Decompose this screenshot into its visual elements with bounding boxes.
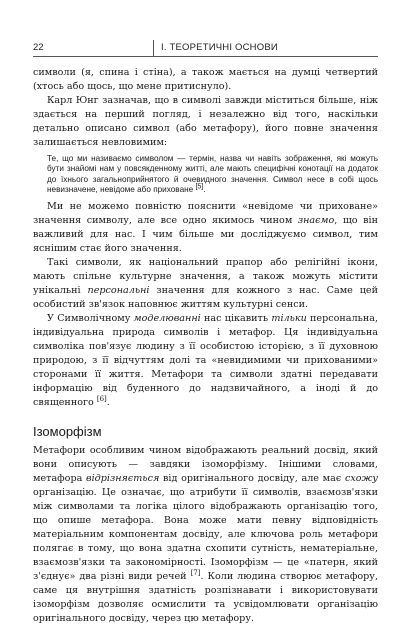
header-rule — [33, 56, 378, 57]
paragraph-6-text-c: організацію. Це означає, що атрибути її символів, взаємозв'язки між символами та логіка цілого відображають організацію того, що опише метафора. Вона може мати певну відповідність матеріальним компонентам досвіду, але ключова роль метафори полягає в тому, що вона здатна схопити сутність, нематеріальне, взаємозв'язки та закономірності. Ізоморфізм — це «патерн, який з'єднує» два різні види речей — [33, 487, 378, 583]
footnote-ref-6: [6] — [96, 395, 107, 403]
page-body — [33, 66, 378, 626]
footnote-ref-7: [7] — [190, 569, 201, 577]
footnote-ref-5: [5] — [195, 183, 204, 191]
paragraph-5-text-c: персональна, індивідуальна природа символів і метафор. Ця індивідуальна символіка пов'язує людину з її особистою історією, з її духовною природою, з її відчуттям долі та «невидимими чи прихованими» сторонами її життя. Метафори та символи здатні передавати інформацію від буденного до надзвичайного, а іноді й до священного — [33, 313, 378, 409]
paragraph-4-text-b: значення для кожного з нас. Саме цей особистий зв'язок наповнює життям культурні сенси. — [33, 285, 379, 311]
paragraph-6-text-b: від оригінального досвіду, але має — [159, 473, 345, 485]
chapter-title: I. ТЕОРЕТИЧНІ ОСНОВИ — [161, 42, 278, 53]
paragraph-3-text-b: , що він важливий для нас. І чим більше ми досліджуємо символ, тим яснішим стає його значення. — [33, 215, 378, 255]
paragraph-5-emphasis-2: тільки — [271, 313, 307, 325]
quote-text: Те, що ми називаємо символом — термін, назва чи навіть зображення, які можуть бути знайомі нам у повсякденному житті, але мають специфічні конотації на додаток до їхнього загальноприйнятого й очевидного значення. Символ несе в собі щось невизначене, невідоме або приховане — [47, 154, 378, 194]
page-number: 22 — [33, 42, 44, 53]
paragraph-5-emphasis-1: моделюванні — [133, 313, 201, 325]
paragraph-1 — [33, 66, 378, 94]
paragraph-5-text-b: нас цікавить — [200, 313, 272, 325]
paragraph-4-emphasis: персональні — [87, 285, 150, 297]
section-heading: Ізоморфізм — [33, 424, 102, 440]
paragraph-5-text-a: У Символічному — [47, 313, 134, 325]
header-divider — [153, 40, 154, 57]
paragraph-4 — [33, 256, 378, 312]
paragraph-5 — [33, 312, 378, 410]
paragraph-5-text-d: . — [106, 397, 110, 409]
paragraph-3-emphasis: знаємо — [297, 215, 335, 227]
paragraph-6-text-a: Метафори особливим чином відображають реальний досвід, який вони описують — завдяки ізоморфізму. Інішими словами, метафора — [33, 445, 378, 485]
quote-end: . — [203, 184, 206, 194]
running-header — [33, 40, 378, 58]
paragraph-6-text-d: . Коли людина створює метафору, саме ця внутрішня здатність розпізнавати і використовувати ізоморфізм дозволяє осмислити та усвідомлювати організацію оригінального досвіду, через цю метафору. — [33, 571, 378, 625]
paragraph-3 — [33, 200, 378, 256]
paragraph-2 — [33, 94, 378, 150]
paragraph-3-text-a: Ми не можемо повністю пояснити «невідоме чи приховане» значення символу, але все одно якимось чином — [33, 201, 378, 227]
block-quote — [47, 154, 378, 195]
paragraph-4-text-a: Такі символи, як національний прапор або релігійні ікони, мають спільне культурне значення, а також можуть містити унікальні — [33, 257, 378, 297]
paragraph-6-emphasis-2: схожу — [344, 473, 378, 485]
paragraph-6-emphasis-1: відрізняється — [86, 473, 160, 485]
paragraph-1-text: символи (я, спина і стіна), а також мається на думці четвертий (хтось або щось, що мене притиснуло). — [33, 67, 378, 92]
paragraph-2-text: Карл Юнг зазначав, що в символі завжди міститься більше, ніж здається на перший погляд, і незалежно від того, наскільки детально описано символ (або метафору), його повне значення залишається невловимим: — [33, 95, 378, 148]
paragraph-6 — [33, 444, 378, 626]
